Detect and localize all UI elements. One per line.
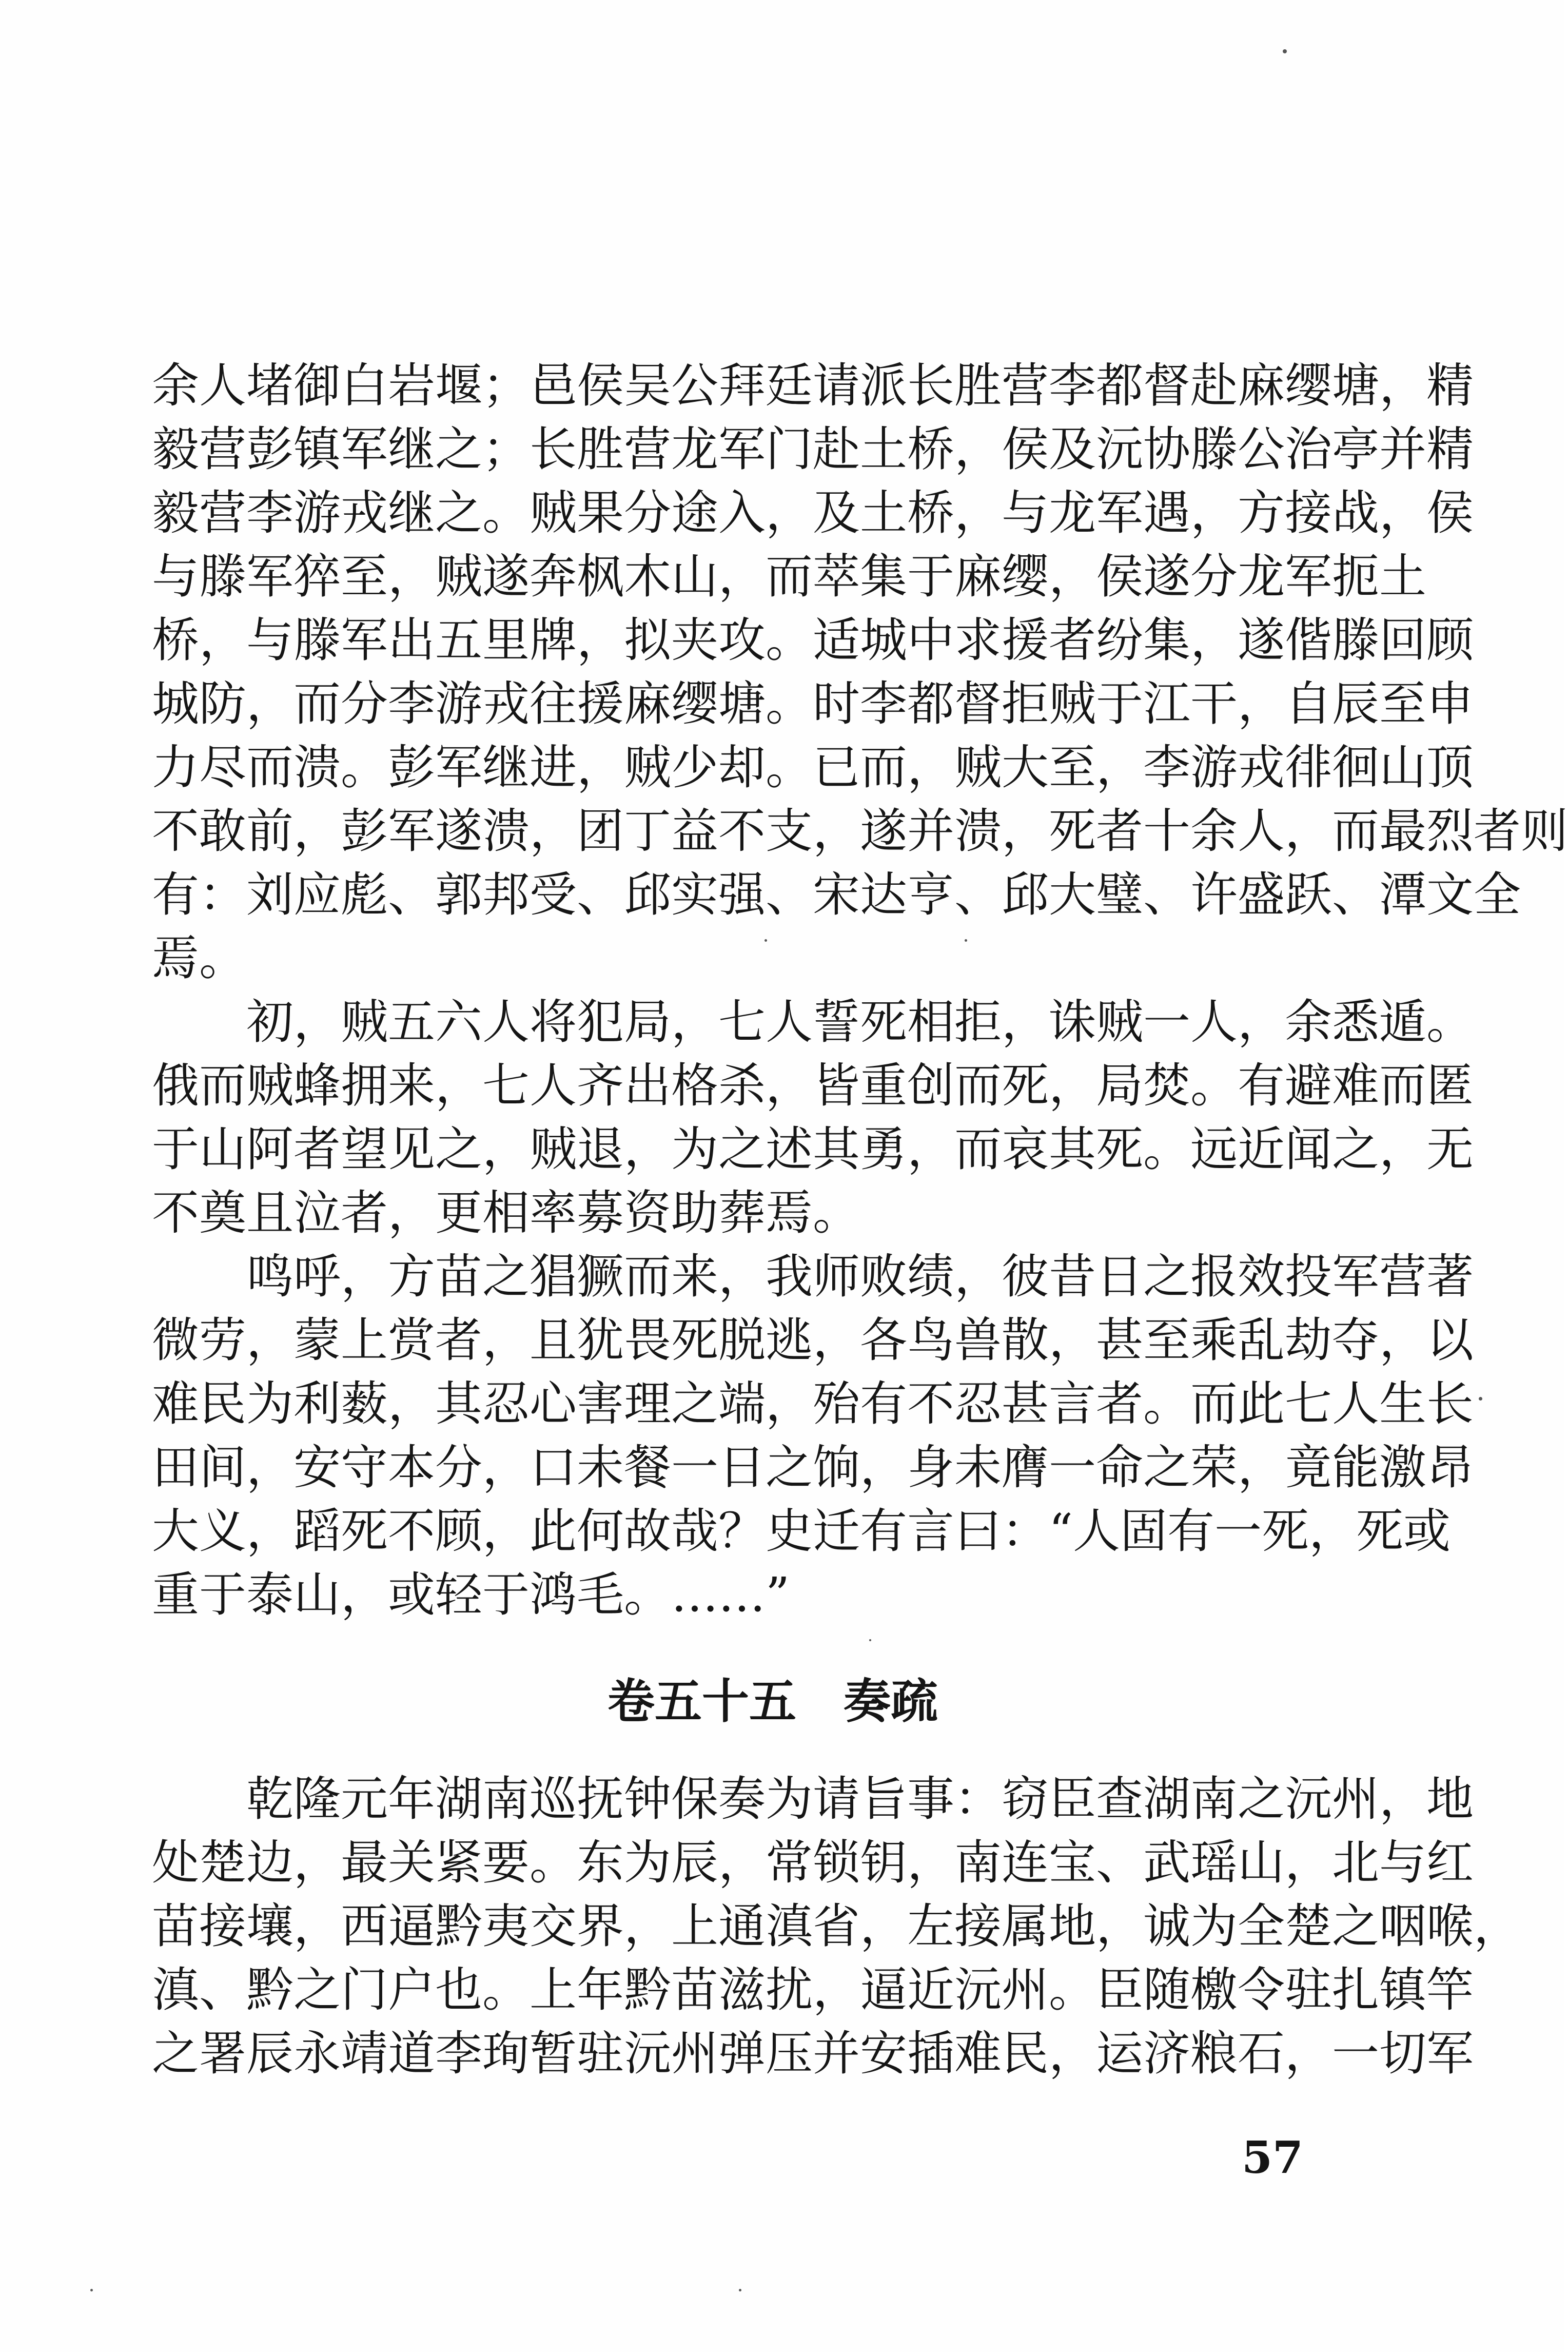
text-line: 毅营彭镇军继之；长胜营龙军门赴土桥，侯及沅协滕公治亭并精 (152, 422, 1474, 477)
text-line: 于山阿者望见之，贼退，为之述其勇，而哀其死。远近闻之，无 (152, 1122, 1474, 1177)
text-line: 桥，与滕军出五里牌，拟夹攻。适城中求援者纷集，遂偕滕回顾 (152, 613, 1474, 668)
scan-speck (1283, 49, 1287, 53)
scan-speck (765, 939, 767, 942)
text-line: 重于泰山，或轻于鸿毛。……” (152, 1567, 790, 1622)
text-line: 不敢前，彭军遂溃，团丁益不支，遂并溃，死者十余人，而最烈者则 (152, 804, 1568, 859)
text-line: 之署辰永靖道李珣暂驻沅州弹压并安插难民，运济粮石，一切军 (152, 2026, 1474, 2081)
text-line: 处楚边，最关紧要。东为辰，常锁钥，南连宝、武瑶山，北与红 (152, 1835, 1474, 1890)
text-line: 不奠且泣者，更相率募资助葬焉。 (152, 1185, 860, 1240)
text-line: 大义，蹈死不顾，此何故哉？史迁有言曰：“人固有一死，死或 (152, 1504, 1451, 1559)
scan-speck (965, 939, 967, 942)
text-line: 田间，安守本分，口未餐一日之饷，身未膺一命之荣，竟能激昂 (152, 1440, 1474, 1495)
text-line: 滇、黔之门户也。上年黔苗滋扰，逼近沅州。臣随檄令驻扎镇竿 (152, 1962, 1474, 2017)
scan-speck (1479, 1397, 1482, 1401)
section-title: 卷五十五 奏疏 (607, 1674, 938, 1729)
text-line: 有：刘应彪、郭邦受、邱实强、宋达亨、邱大璧、许盛跃、潭文全 (152, 867, 1521, 922)
text-line: 力尽而溃。彭军继进，贼少却。已而，贼大至，李游戎徘徊山顶 (152, 740, 1474, 795)
text-line: 乾隆元年湖南巡抚钟保奏为请旨事：窃臣查湖南之沅州，地 (152, 1772, 1474, 1826)
scan-speck (869, 1639, 871, 1641)
text-line: 俄而贼蜂拥来，七人齐出格杀，皆重创而死，局焚。有避难而匿 (152, 1058, 1474, 1113)
scan-speck (90, 2289, 93, 2291)
text-line: 难民为利薮，其忍心害理之端，殆有不忍甚言者。而此七人生长 (152, 1376, 1474, 1431)
text-line: 城防，而分李游戎往援麻缨塘。时李都督拒贼于江干，自辰至申 (152, 676, 1474, 731)
text-line: 焉。 (152, 931, 247, 986)
text-line: 苗接壤，西逼黔夷交界，上通滇省，左接属地，诚为全楚之咽喉， (152, 1899, 1521, 1954)
scan-speck (739, 2289, 741, 2291)
text-line: 与滕军猝至，贼遂奔枫木山，而萃集于麻缨，侯遂分龙军扼土 (152, 549, 1427, 604)
body-text (152, 354, 1568, 2086)
text-line: 微劳，蒙上赏者，且犹畏死脱逃，各鸟兽散，甚至乘乱劫夺，以 (152, 1313, 1474, 1368)
page-number: 57 (1242, 2132, 1303, 2184)
text-line: 毅营李游戎继之。贼果分途入，及土桥，与龙军遇，方接战，侯 (152, 485, 1474, 540)
text-line: 余人堵御白岩堰；邑侯吴公拜廷请派长胜营李都督赴麻缨塘，精 (152, 358, 1474, 413)
text-line: 鸣呼，方苗之猖獗而来，我师败绩，彼昔日之报效投军营著 (152, 1249, 1474, 1304)
text-line: 初，贼五六人将犯局，七人誓死相拒，诛贼一人，余悉遁。 (152, 995, 1474, 1049)
